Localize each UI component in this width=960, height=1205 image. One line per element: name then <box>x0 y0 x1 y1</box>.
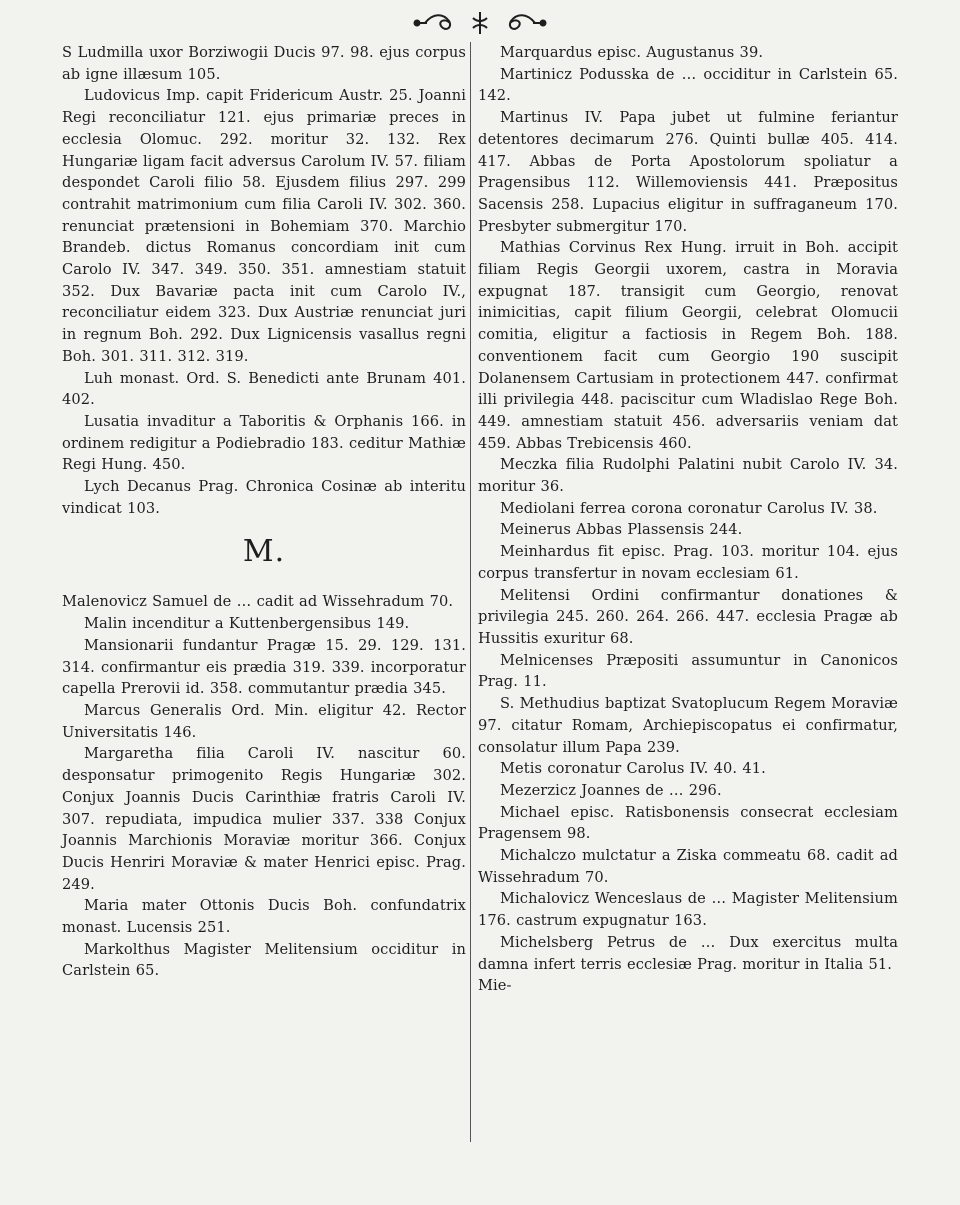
index-entry: Michelsberg Petrus de … Dux exercitus multa damna infert terris ecclesiæ Prag. moritur in Italia 51. <box>478 933 898 973</box>
index-entry: Martinus IV. Papa jubet ut fulmine feriantur detentores decimarum 276. Quinti bullæ 405. 414. 417. Abbas de Porta Apostolorum spoliatur a Pragensibus 112. Willemoviensis 441. Præpositus Sacensis 258. Lupacius eligitur in suffraganeum 170. Presbyter submergitur 170. <box>478 109 898 235</box>
index-entry: Margaretha filia Caroli IV. nascitur 60. desponsatur primogenito Regis Hungariæ 302. Conjux Joannis Ducis Carinthiæ fratris Caroli IV. 307. repudiata, impudica mulier 337. 338 Conjux Joannis Marchionis Moraviæ moritur 366. Conjux Ducis Henriri Moraviæ & mater Henrici episc. Prag. 249. <box>62 745 466 893</box>
index-entry: Malin incenditur a Kuttenbergensibus 149. <box>84 615 410 633</box>
index-entry: Meczka filia Rudolphi Palatini nubit Carolo IV. 34. moritur 36. <box>478 456 898 496</box>
index-entry: S Ludmilla uxor Borziwogii Ducis 97. 98. ejus corpus ab igne illæsum 105. <box>62 44 466 83</box>
index-entry: Melitensi Ordini confirmantur donationes & privilegia 245. 260. 264. 266. 447. ecclesia Pragæ ab Hussitis exuritur 68. <box>478 586 898 647</box>
index-entry: Metis coronatur Carolus IV. 40. 41. <box>500 760 766 778</box>
index-entry: Michalczo mulctatur a Ziska commeatu 68. cadit ad Wissehradum 70. <box>478 847 898 886</box>
index-entry: Michalovicz Wenceslaus de … Magister Melitensium 176. castrum expugnatur 163. <box>478 890 898 930</box>
column-divider <box>470 42 471 1142</box>
index-entry: Mansionarii fundantur Pragæ 15. 29. 129. 131. 314. confirmantur eis prædia 319. 339. incorporatur capella Prerovii id. 358. commutantur prædia 345. <box>62 636 466 698</box>
index-entry: S. Methudius baptizat Svatoplucum Regem Moraviæ 97. citatur Romam, Archiepiscopatus ei confirmatur, consolatur illum Papa 239. <box>478 695 898 756</box>
index-entry: Meinhardus fit episc. Prag. 103. moritur 104. ejus corpus transfertur in novam ecclesiam 61. <box>478 543 898 582</box>
index-entry: Lusatia invaditur a Taboritis & Orphanis 166. in ordinem redigitur a Podiebradio 183. ceditur Mathiæ Regi Hung. 450. <box>62 412 466 474</box>
index-entry: Melnicenses Præpositi assumuntur in Canonicos Prag. 11. <box>478 651 898 691</box>
index-entry: Michael episc. Ratisbonensis consecrat ecclesiam Pragensem 98. <box>478 803 898 843</box>
two-column-index <box>62 42 898 1142</box>
index-entry: Ludovicus Imp. capit Fridericum Austr. 25. Joanni Regi reconciliatur 121. ejus primariæ preces in ecclesia Olomuc. 292. moritur 32. 132. Rex Hungariæ ligam facit adversus Carolum IV. 57. filiam despondet Caroli filio 58. Ejusdem filius 297. 299 contrahit matrimonium cum filia Caroli IV. 302. 360. renunciat prætensioni in Bohemiam 370. Marchio Brandeb. dictus Romanus concordiam init cum Carolo IV. 347. 349. 350. 351. amnestiam statuit 352. Dux Bavariæ pacta init cum Carolo IV., reconciliatur eidem 323. Dux Austriæ renunciat juri in regnum Boh. 292. Dux Lignicensis vasallus regni Boh. 301. 311. 312. 319. <box>62 87 466 365</box>
right-column <box>478 42 898 997</box>
index-entry: Maria mater Ottonis Ducis Boh. confundatrix monast. Lucensis 251. <box>62 897 466 937</box>
index-entry: Marcus Generalis Ord. Min. eligitur 42. Rector Universitatis 146. <box>62 701 466 741</box>
index-entry: Meinerus Abbas Plassensis 244. <box>500 521 743 539</box>
index-entry: Malenovicz Samuel de … cadit ad Wissehradum 70. <box>62 593 454 611</box>
index-entry: Mezerzicz Joannes de … 296. <box>500 781 722 799</box>
index-entry: Luh monast. Ord. S. Benedicti ante Brunam 401. 402. <box>62 369 466 409</box>
index-entry: Lych Decanus Prag. Chronica Cosinæ ab interitu vindicat 103. <box>62 478 466 517</box>
index-entry: Mathias Corvinus Rex Hung. irruit in Boh. accipit filiam Regis Georgii uxorem, castra in Moravia expugnat 187. transigit cum Georgio, renovat inimicitias, capit filium Georgii, celebrat Olomucii comitia, eligitur a factiosis in Regem Boh. 188. conventionem facit cum Georgio 190 suscipit Dolanensem Cartusiam in protectionem 447. confirmat illi privilegia 448. paciscitur cum Wladislao Rege Boh. 449. amnestiam statuit 456. adversariis veniam dat 459. Abbas Trebicensis 460. <box>478 239 898 452</box>
section-letter-heading: M. <box>242 534 286 570</box>
left-column <box>62 42 466 982</box>
catchword: Mie- <box>478 977 512 995</box>
index-entry: Markolthus Magister Melitensium occiditur in Carlstein 65. <box>62 940 466 980</box>
index-entry: Marquardus episc. Augustanus 39. <box>500 44 764 61</box>
index-entry: Martinicz Podusska de … occiditur in Carlstein 65. 142. <box>478 65 898 105</box>
fleuron-ornament-icon <box>0 6 960 40</box>
index-entry: Mediolani ferrea corona coronatur Carolus IV. 38. <box>500 499 878 517</box>
